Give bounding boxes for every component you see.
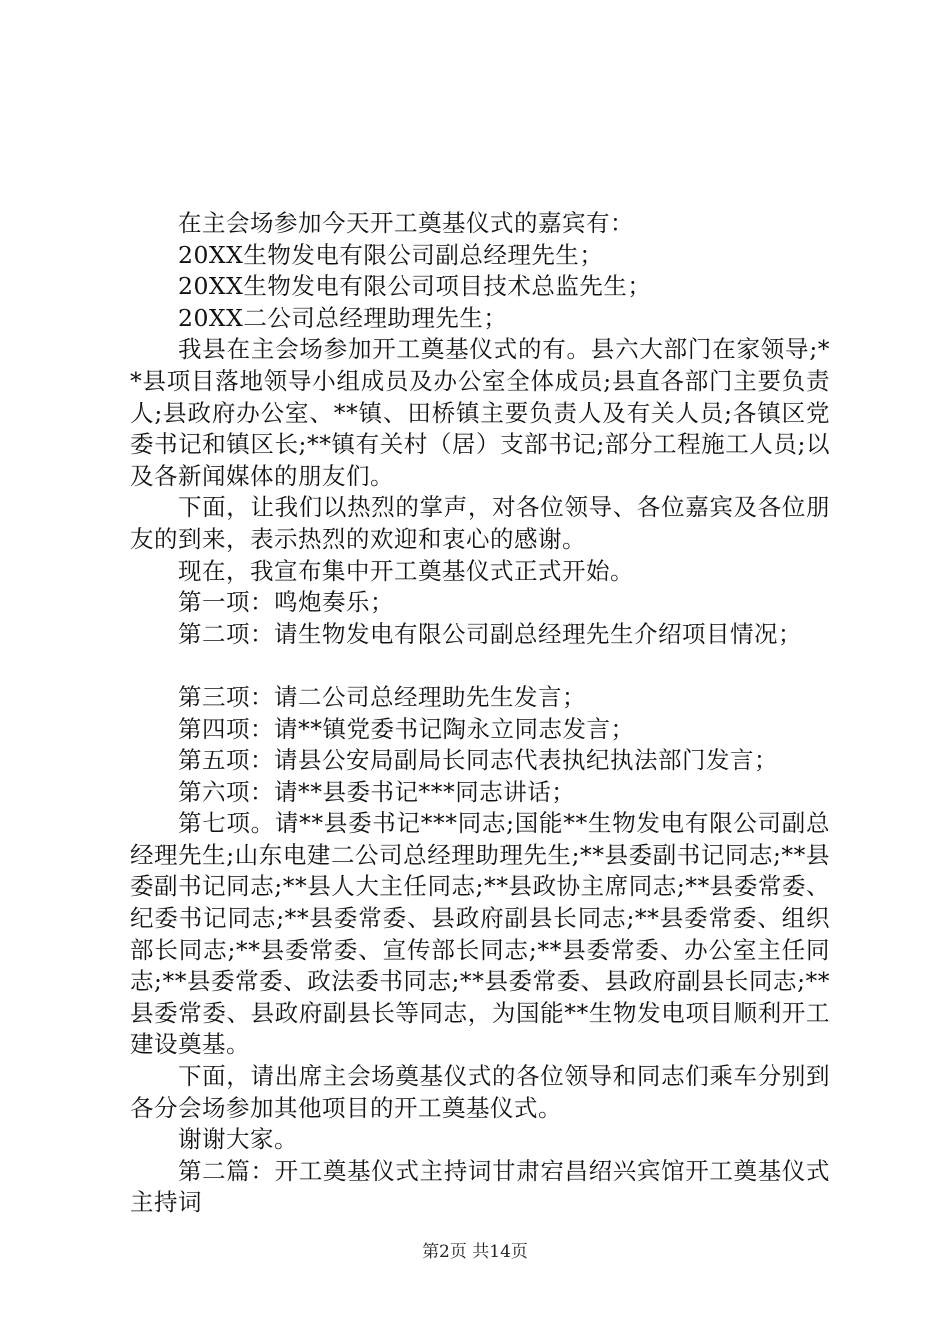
paragraph-item-4: 第四项：请**镇党委书记陶永立同志发言； [178, 714, 635, 743]
paragraph-announce-start: 现在，我宣布集中开工奠基仪式正式开始。 [178, 556, 634, 585]
paragraph-item-3: 第三项：请二公司总经理助先生发言； [178, 682, 586, 711]
paragraph-guest-3: 20XX二公司总经理助理先生； [178, 303, 508, 332]
paragraph-guest-2: 20XX生物发电有限公司项目技术总监先生； [178, 272, 652, 301]
paragraph-county-attendees: 我县在主会场参加开工奠基仪式的有。县六大部门在家领导;**县项目落地领导小组成员及办公室全体成员;县直各部门主要负责人;县政府办公室、**镇、田桥镇主要负责人及有关人员;各镇区党委书记和镇区长;**镇有关村（居）支部书记;部分工程施工人员;以及各新闻媒体的朋友们。 [130, 335, 830, 490]
paragraph-closing-instructions: 下面，请出席主会场奠基仪式的各位领导和同志们乘车分别到各分会场参加其他项目的开工奠基仪式。 [130, 1062, 830, 1122]
paragraph-item-5: 第五项：请县公安局副局长同志代表执纪执法部门发言； [178, 746, 778, 775]
blank-line [130, 650, 830, 682]
paragraph-guest-1: 20XX生物发电有限公司副总经理先生； [178, 240, 604, 269]
paragraph-second-article-title: 第二篇：开工奠基仪式主持词甘肃宕昌绍兴宾馆开工奠基仪式主持词 [130, 1156, 830, 1217]
paragraph-guests-intro: 在主会场参加今天开工奠基仪式的嘉宾有： [178, 209, 634, 237]
paragraph-item-6: 第六项：请**县委书记***同志讲话； [178, 777, 576, 806]
page-footer: 第2页 共14页 [422, 1242, 528, 1262]
document-body [130, 208, 830, 1219]
paragraph-item-7: 第七项。请**县委书记***同志;国能**生物发电有限公司副总经理先生;山东电建二公司总经理助理先生;**县委副书记同志;**县委副书记同志;**县人大主任同志;**县政协主席同志;**县委常委、纪委书记同志;**县委常委、县政府副县长同志;**县委常委、组织部长同志;**县委常委、宣传部长同志;**县委常委、办公室主任同志;**县委常委、政法委书同志;**县委常委、县政府副县长同志;**县委常委、县政府副县长等同志，为国能**生物发电项目顺利开工建设奠基。 [130, 809, 830, 1059]
paragraph-thanks: 谢谢大家。 [178, 1125, 298, 1154]
paragraph-item-2: 第二项：请生物发电有限公司副总经理先生介绍项目情况； [178, 619, 802, 648]
paragraph-item-1: 第一项：鸣炮奏乐； [178, 588, 394, 617]
paragraph-welcome: 下面，让我们以热烈的掌声，对各位领导、各位嘉宾及各位朋友的到来，表示热烈的欢迎和衷心的感谢。 [130, 493, 830, 553]
